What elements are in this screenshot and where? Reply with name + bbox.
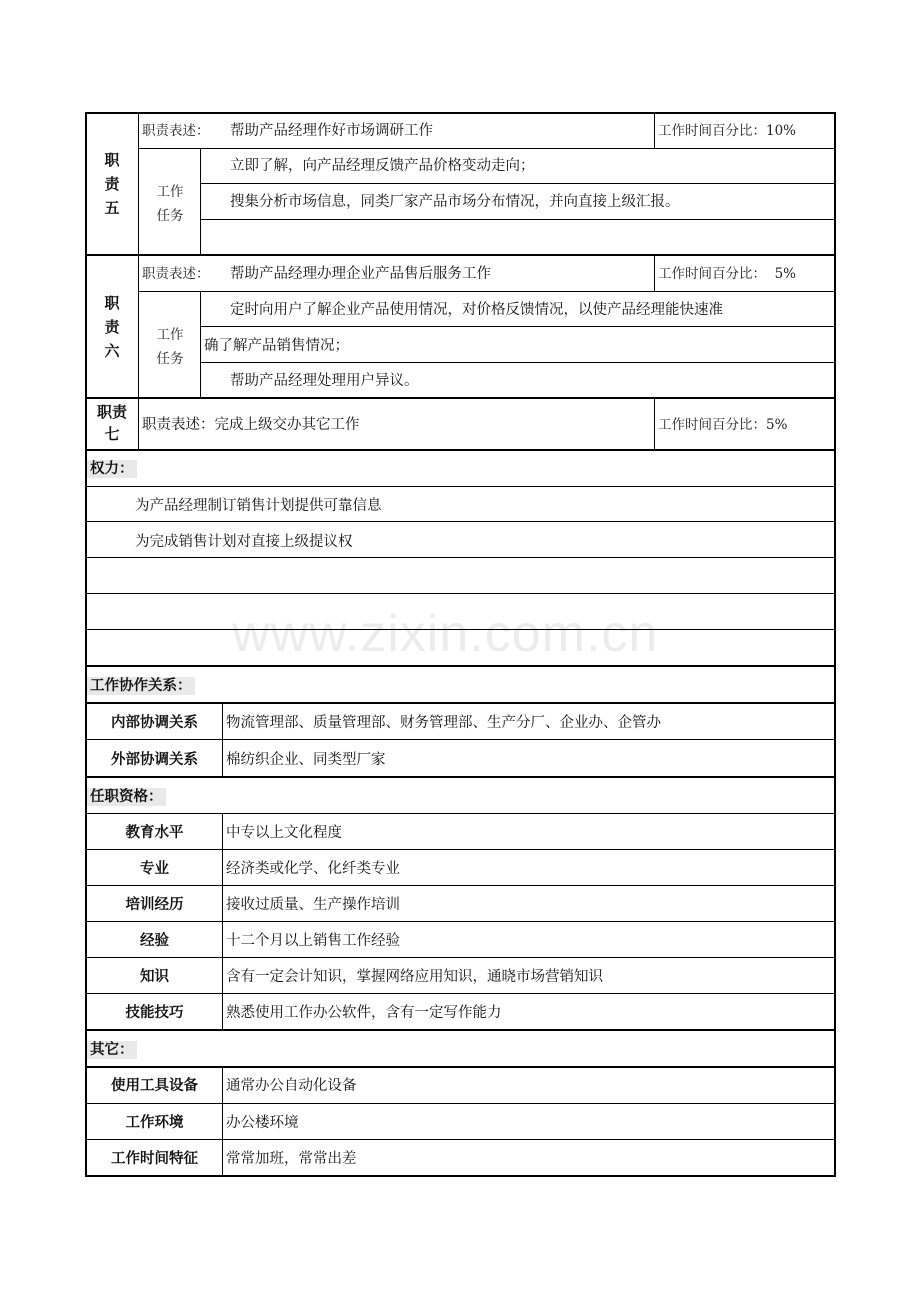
duty-6-task-2: 帮助产品经理处理用户异议。 — [230, 373, 419, 389]
education-label: 教育水平 — [125, 825, 184, 841]
duty-6-time-percent: 工作时间百分比： 5% — [658, 266, 796, 282]
work-hours-label: 工作时间特征 — [111, 1151, 198, 1167]
work-environment-value: 办公楼环境 — [226, 1115, 299, 1131]
watermark: www.zixin.com.cn — [232, 605, 659, 663]
knowledge-label: 知识 — [140, 969, 169, 985]
qualification-title: 任职资格： — [87, 788, 166, 806]
duty-5-desc-label: 职责表述： — [142, 123, 210, 139]
experience-value: 十二个月以上销售工作经验 — [226, 933, 400, 949]
duty-5-desc: 帮助产品经理作好市场调研工作 — [230, 123, 433, 139]
training-value: 接收过质量、生产操作培训 — [226, 897, 400, 913]
work-hours-value: 常常加班，常常出差 — [226, 1151, 357, 1167]
external-coordination-label: 外部协调关系 — [111, 752, 198, 768]
duty-6-task-1-cont: 确了解产品销售情况； — [204, 338, 349, 354]
duty-6-task-1: 定时向用户了解企业产品使用情况，对价格反馈情况，以使产品经理能快速准 — [230, 302, 723, 318]
major-label: 专业 — [140, 861, 169, 877]
duty-5-task-label: 工作 任务 — [156, 184, 184, 224]
major-value: 经济类或化学、化纤类专业 — [226, 861, 400, 877]
duty-5-label: 职 责 五 — [104, 151, 120, 217]
duty-5-time-percent: 工作时间百分比：10% — [658, 123, 797, 139]
experience-label: 经验 — [140, 933, 169, 949]
duty-7-desc: 职责表述：完成上级交办其它工作 — [142, 417, 360, 433]
duty-7-label: 职责 七 — [96, 403, 127, 443]
work-environment-label: 工作环境 — [125, 1115, 184, 1131]
authority-item-1: 为产品经理制订销售计划提供可靠信息 — [135, 498, 382, 514]
duty-5-task-2: 搜集分析市场信息，同类厂家产品市场分布情况，并向直接上级汇报。 — [230, 194, 680, 210]
duty-7-time-percent: 工作时间百分比：5% — [658, 417, 788, 433]
internal-coordination-label: 内部协调关系 — [111, 715, 198, 731]
duty-6-desc: 帮助产品经理办理企业产品售后服务工作 — [230, 266, 491, 282]
duty-6-label: 职 责 六 — [104, 294, 120, 360]
knowledge-value: 含有一定会计知识，掌握网络应用知识，通晓市场营销知识 — [226, 969, 603, 985]
internal-coordination-value: 物流管理部、质量管理部、财务管理部、生产分厂、企业办、企管办 — [226, 715, 661, 731]
tools-equipment-value: 通常办公自动化设备 — [226, 1078, 357, 1094]
duty-5-task-1: 立即了解，向产品经理反馈产品价格变动走向； — [230, 158, 535, 174]
duty-6-desc-label: 职责表述： — [142, 266, 210, 282]
other-title: 其它： — [87, 1041, 137, 1059]
tools-equipment-label: 使用工具设备 — [111, 1078, 198, 1094]
external-coordination-value: 棉纺织企业、同类型厂家 — [226, 752, 386, 768]
training-label: 培训经历 — [125, 897, 184, 913]
authority-title: 权力： — [87, 460, 137, 478]
skills-value: 熟悉使用工作办公软件，含有一定写作能力 — [226, 1005, 502, 1021]
authority-item-2: 为完成销售计划对直接上级提议权 — [135, 534, 353, 550]
cooperation-title: 工作协作关系： — [87, 677, 195, 695]
education-value: 中专以上文化程度 — [226, 825, 342, 841]
skills-label: 技能技巧 — [125, 1005, 184, 1021]
duty-6-task-label: 工作 任务 — [156, 327, 184, 367]
